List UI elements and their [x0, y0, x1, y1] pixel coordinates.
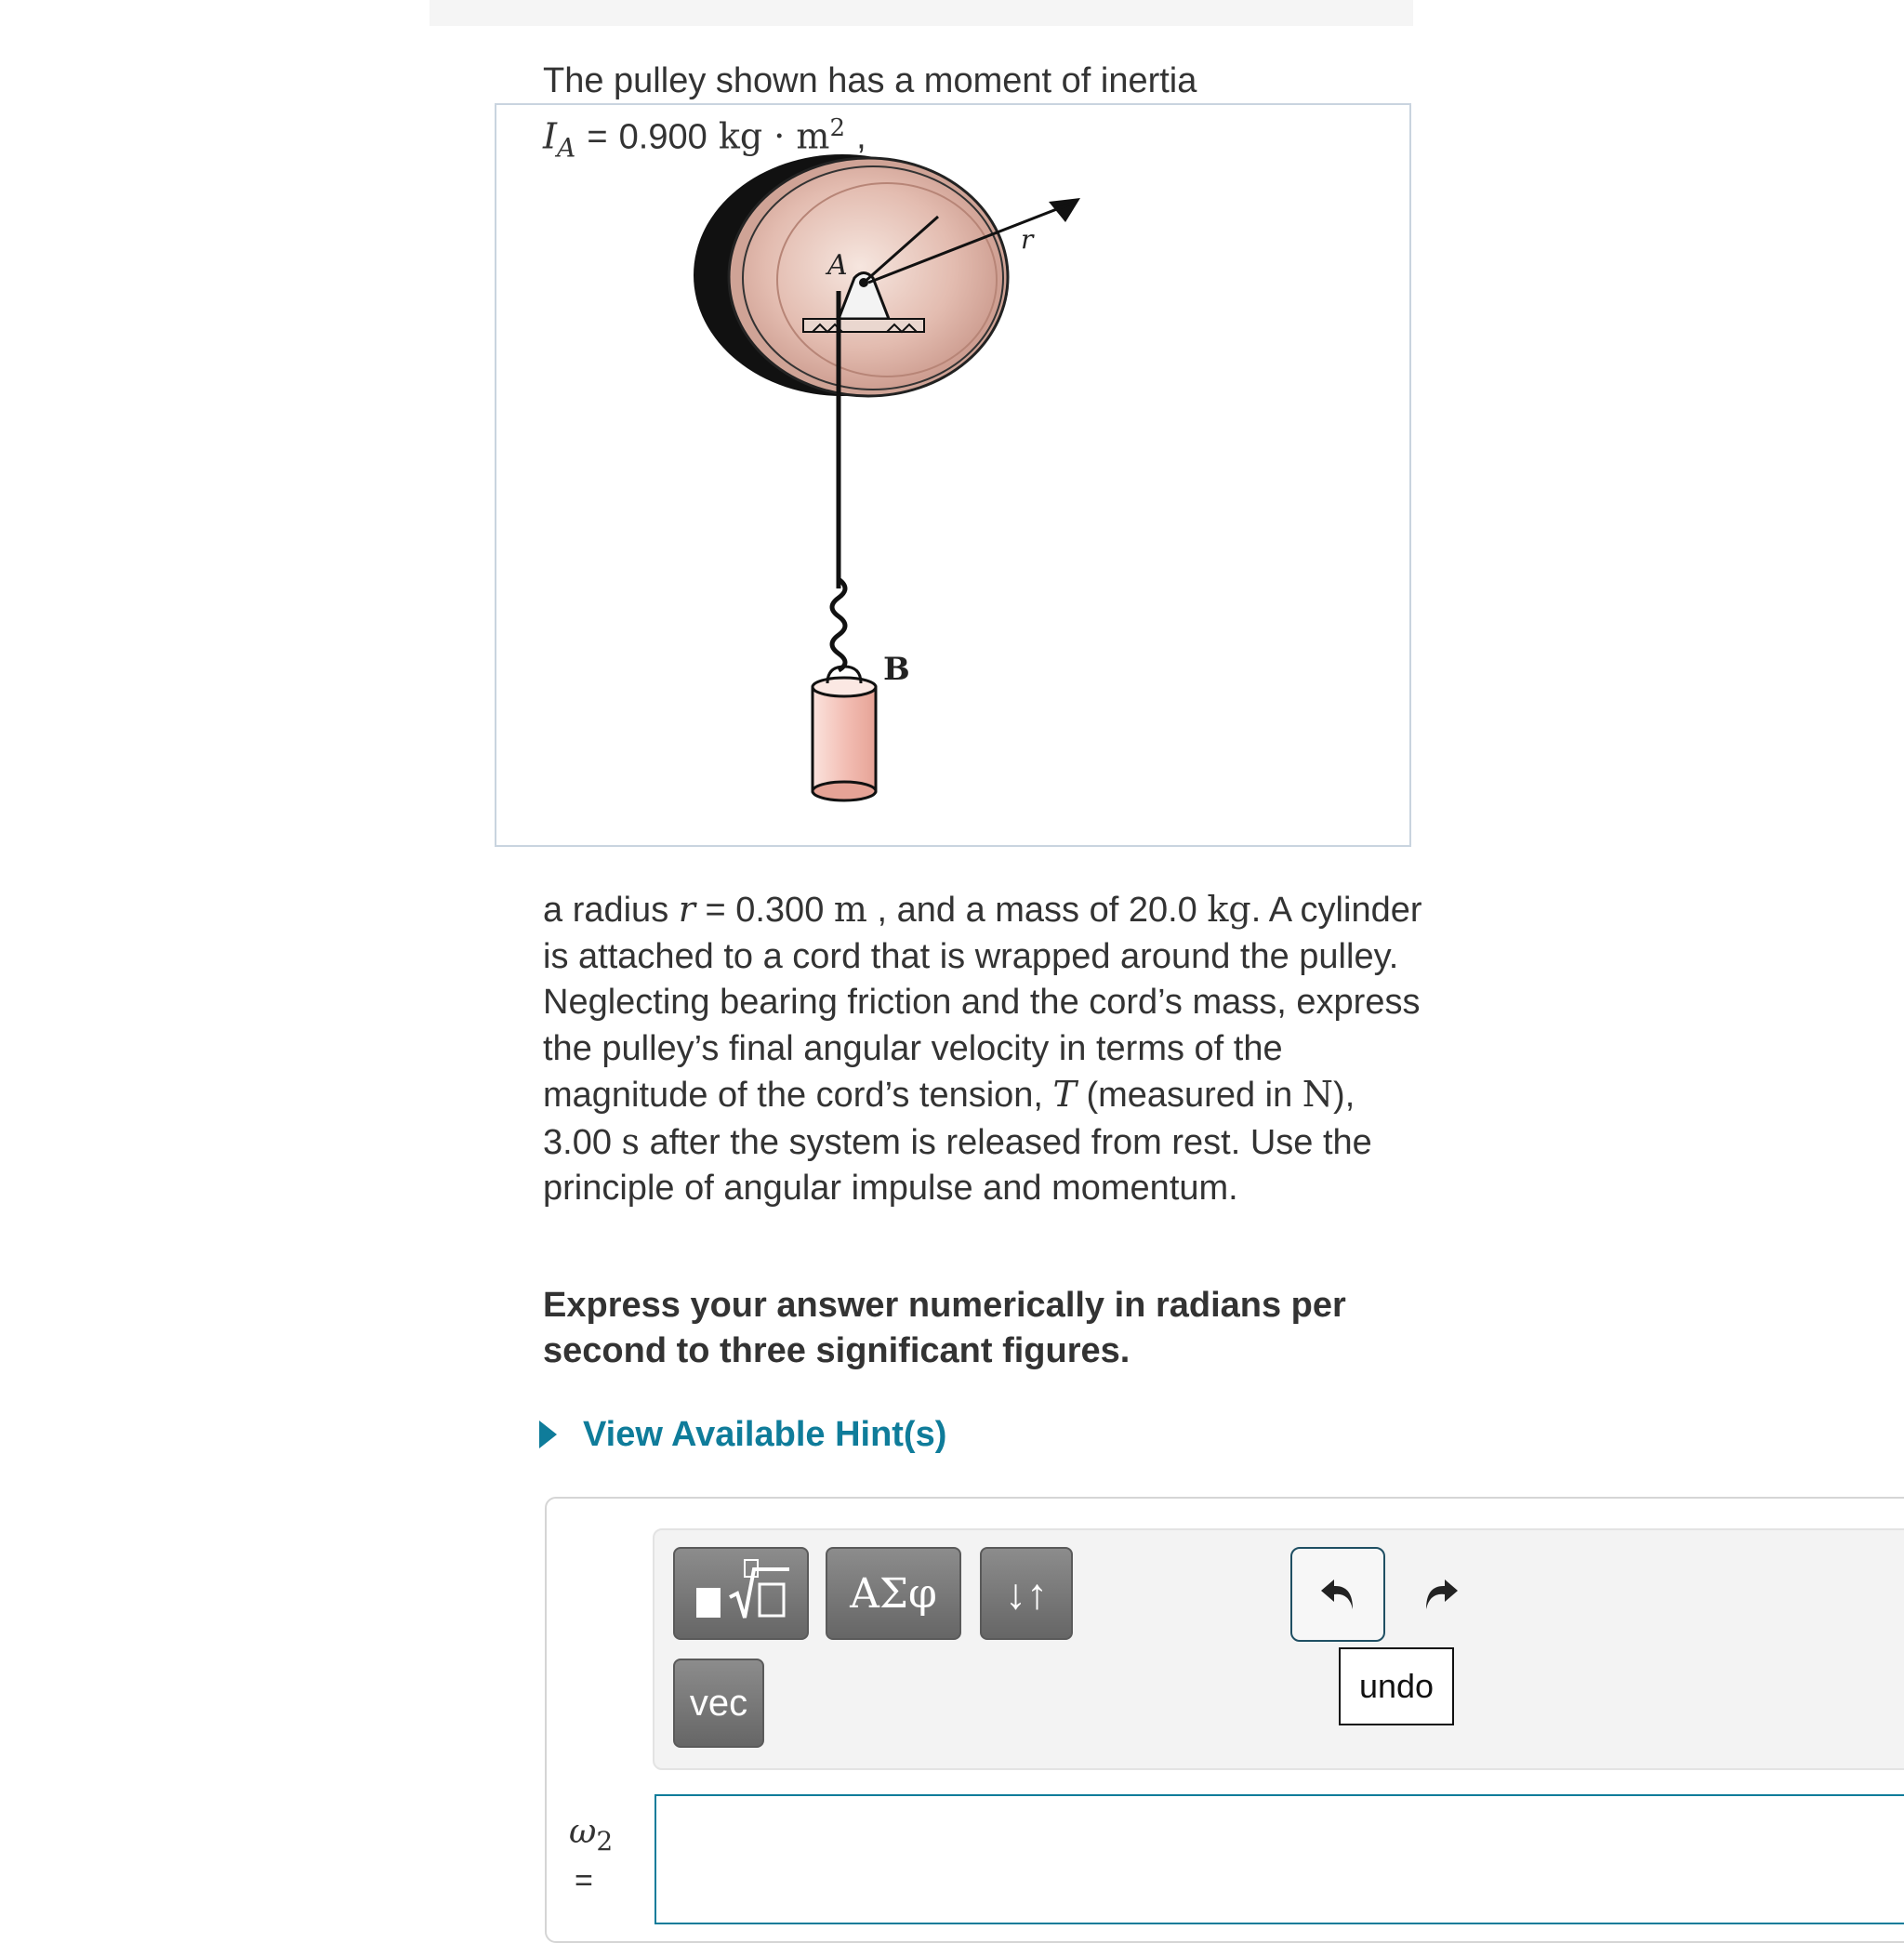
top-header-bar	[430, 0, 1413, 26]
para-r-symbol: r	[678, 889, 695, 930]
cylinder-bottom	[813, 782, 876, 800]
answer-variable-label	[569, 1809, 613, 1865]
para-kg-unit: kg	[1207, 889, 1251, 930]
undo-button[interactable]	[1290, 1547, 1385, 1642]
undo-tooltip: undo	[1339, 1647, 1454, 1725]
variable-subscript: 2	[596, 1826, 614, 1857]
redo-button[interactable]	[1404, 1547, 1478, 1642]
pulley-figure	[495, 103, 1411, 847]
formula-subscript: A	[557, 132, 576, 164]
formula-symbol: I	[543, 115, 558, 157]
answer-input[interactable]	[654, 1794, 1904, 1924]
para-text-4: . A cylinder is attached to a cord that is wrapped around the pulley. Neglecting bearing friction and the cord’s mass, express the pulley’s final angular velocity in terms of the magnitude of the cord’s tension,	[543, 891, 1422, 1115]
cylinder-top	[813, 678, 876, 696]
cord-knot	[832, 579, 845, 670]
expand-triangle-icon	[539, 1421, 557, 1448]
problem-paragraph	[543, 887, 1426, 1212]
label-a: A	[827, 249, 848, 282]
label-b: B	[883, 651, 910, 688]
undo-icon	[1316, 1572, 1360, 1617]
para-text-3: , and a mass of 20.0	[866, 891, 1208, 930]
redo-icon	[1419, 1572, 1463, 1617]
label-r: r	[1021, 224, 1034, 255]
formula-equals: =	[587, 117, 608, 157]
para-m-unit: m	[833, 889, 867, 930]
para-text-7: after the system is released from rest. Use the principle of angular impulse and momentum.	[543, 1122, 1372, 1208]
para-text-6: ), 3.00	[543, 1076, 1355, 1162]
answer-instruction: Express your answer numerically in radians per second to three significant figures.	[543, 1286, 1346, 1370]
answer-equals-sign: =	[575, 1863, 593, 1898]
arrows-button[interactable]: ↓↑	[980, 1547, 1073, 1640]
greek-symbols-button[interactable]: ΑΣφ	[826, 1547, 961, 1640]
cylinder-b	[813, 687, 876, 791]
para-s-unit: s	[621, 1120, 641, 1162]
formula-exponent: 2	[829, 114, 845, 142]
view-hints-link[interactable]	[539, 1415, 946, 1455]
para-t-symbol: T	[1052, 1074, 1077, 1115]
variable-symbol: ω	[569, 1813, 597, 1851]
problem-intro: The pulley shown has a moment of inertia	[543, 61, 1197, 100]
para-text-1: a radius	[543, 891, 679, 930]
hint-link-label: View Available Hint(s)	[583, 1415, 947, 1454]
para-n-unit: N	[1302, 1074, 1334, 1115]
inertia-formula	[543, 100, 866, 176]
vector-button[interactable]: vec	[673, 1659, 764, 1748]
formula-trail: ,	[856, 117, 866, 157]
templates-icon	[685, 1556, 797, 1631]
pulley-diagram	[496, 105, 1413, 849]
para-text-5: (measured in	[1076, 1076, 1302, 1115]
formula-value: 0.900	[618, 117, 707, 157]
para-text-2: = 0.300	[694, 891, 834, 930]
templates-button[interactable]	[673, 1547, 809, 1640]
formula-units: kg · m	[718, 115, 830, 157]
